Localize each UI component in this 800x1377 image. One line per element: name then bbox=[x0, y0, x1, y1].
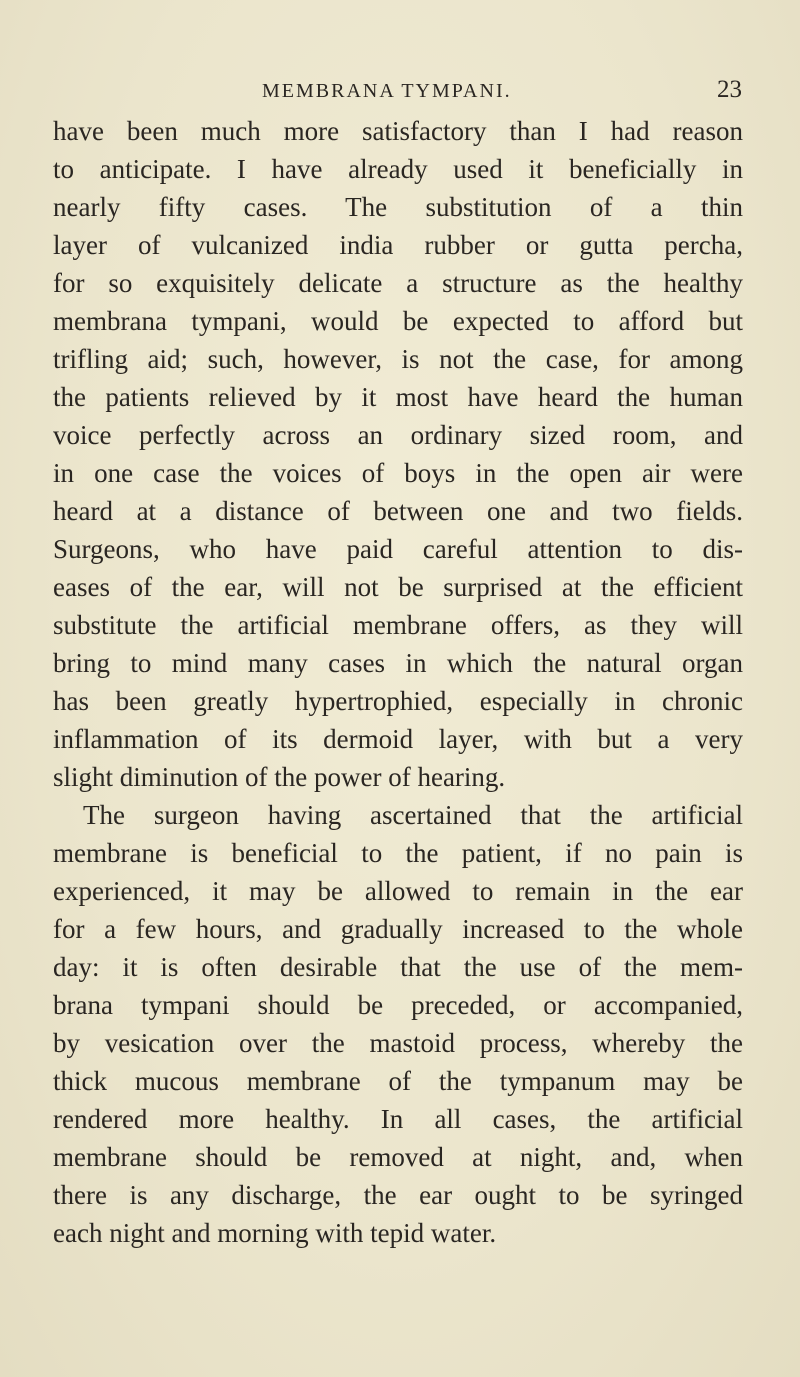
text-line: brana tympani should be preceded, or accompanied, bbox=[53, 990, 743, 1020]
text-line: substitute the artificial membrane offers, as they will bbox=[53, 610, 743, 640]
text-line: slight diminution of the power of hearing. bbox=[53, 762, 506, 792]
text-line: in one case the voices of boys in the open air were bbox=[53, 458, 743, 488]
page-number: 23 bbox=[717, 76, 742, 103]
text-line: Surgeons, who have paid careful attention to dis- bbox=[53, 534, 743, 564]
text-line: experienced, it may be allowed to remain in the ear bbox=[53, 876, 743, 906]
text-line: have been much more satisfactory than I had reason bbox=[53, 116, 743, 146]
running-head bbox=[0, 76, 800, 110]
text-line: voice perfectly across an ordinary sized room, and bbox=[53, 420, 743, 450]
text-line: rendered more healthy. In all cases, the artificial bbox=[53, 1104, 743, 1134]
text-line: each night and morning with tepid water. bbox=[53, 1218, 497, 1248]
text-line: membrane is beneficial to the patient, if no pain is bbox=[53, 838, 743, 868]
text-line: heard at a distance of between one and two fields. bbox=[53, 496, 743, 526]
text-line: nearly fifty cases. The substitution of a thin bbox=[53, 192, 743, 222]
text-line: has been greatly hypertrophied, especially in chronic bbox=[53, 686, 743, 716]
text-line: for a few hours, and gradually increased to the whole bbox=[53, 914, 743, 944]
text-line: the patients relieved by it most have heard the human bbox=[53, 382, 743, 412]
text-line: inflammation of its dermoid layer, with but a very bbox=[53, 724, 743, 754]
text-line: there is any discharge, the ear ought to be syringed bbox=[53, 1180, 743, 1210]
text-line: eases of the ear, will not be surprised at the efficient bbox=[53, 572, 743, 602]
text-line: membrana tympani, would be expected to afford but bbox=[53, 306, 743, 336]
text-line: The surgeon having ascertained that the artificial bbox=[83, 800, 743, 830]
running-title: MEMBRANA TYMPANI. bbox=[262, 80, 512, 102]
text-line: by vesication over the mastoid process, whereby the bbox=[53, 1028, 743, 1058]
body-text bbox=[53, 112, 743, 1252]
text-line: membrane should be removed at night, and, when bbox=[53, 1142, 743, 1172]
text-line: bring to mind many cases in which the natural organ bbox=[53, 648, 743, 678]
text-line: trifling aid; such, however, is not the case, for among bbox=[53, 344, 743, 374]
text-line: for so exquisitely delicate a structure as the healthy bbox=[53, 268, 743, 298]
text-line: layer of vulcanized india rubber or gutta percha, bbox=[53, 230, 743, 260]
text-line: thick mucous membrane of the tympanum may be bbox=[53, 1066, 743, 1096]
text-line: to anticipate. I have already used it beneficially in bbox=[53, 154, 743, 184]
text-line: day: it is often desirable that the use of the mem- bbox=[53, 952, 743, 982]
